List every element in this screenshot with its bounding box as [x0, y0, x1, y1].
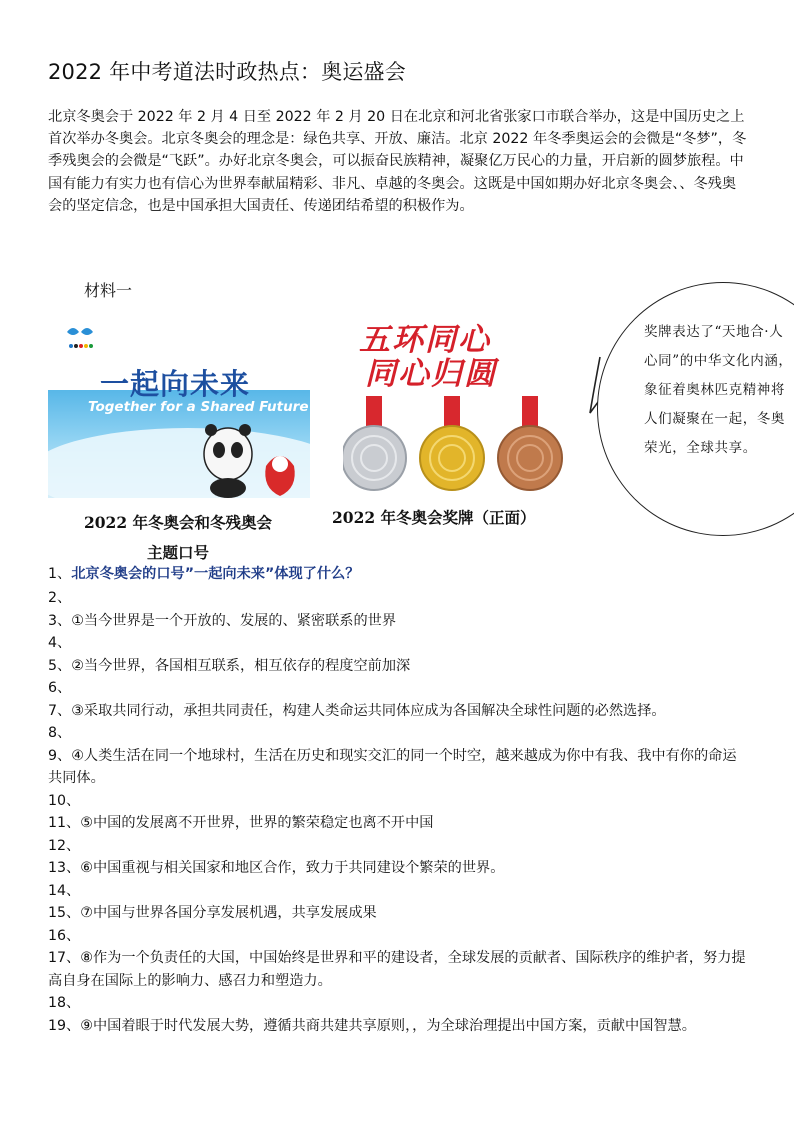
medal-slogan-line1: 五环同心 [359, 322, 491, 358]
list-item: 12、 [48, 837, 81, 854]
slogan-poster-image [48, 318, 310, 498]
list-item: 18、 [48, 995, 81, 1011]
medals-image [343, 308, 589, 498]
poster-caption [68, 508, 288, 568]
list-item: 5、②当今世界，各国相互联系，相互依存的程度空前加深 [48, 657, 411, 674]
list-item: 2、 [48, 590, 72, 606]
list-item: 6、 [48, 680, 72, 696]
list-item: 3、①当今世界是一个开放的、发展的、紧密联系的世界 [48, 612, 397, 629]
list-item: 9、④人类生活在同一个地球村，生活在历史和现实交汇的同一个时空，越来越成为你中有我、我中有你的命运共同体。 [48, 747, 737, 786]
answer-list [48, 587, 750, 1037]
list-item: 8、 [48, 725, 72, 741]
medals-caption: 2022 年冬奥会奖牌（正面） [332, 508, 536, 527]
medal-slogan-line2: 同心归圆 [365, 356, 497, 392]
question-text: 北京冬奥会的口号”一起向未来”体现了什么？ [71, 566, 360, 582]
list-item: 14、 [48, 882, 81, 899]
question-number: 1、 [48, 566, 72, 582]
speech-bubble-text: 奖牌表达了“天地合·人心同”的中华文化内涵，象征着奥林匹克精神将人们凝聚在一起，冬奥荣光，全球共享。 [644, 324, 793, 456]
poster-caption-line1: 2022 年冬奥会和冬残奥会 [83, 513, 273, 532]
slogan-chinese: 一起向未来 [100, 367, 251, 401]
poster-caption-line2: 主题口号 [146, 543, 209, 562]
intro-paragraph: 北京冬奥会于 2022 年 2 月 4 日至 2022 年 2 月 20 日在北京和河北省张家口市联合举办，这是中国历史之上首次举办冬奥会。北京冬奥会的理念是：绿色共享、开放、廉洁。北京 2022 年冬季奥运会的会微是“冬梦”，冬季残奥会的会微是“飞跃”。办好北京冬奥会，可以振奋民族精神，凝聚亿万民心的力量，开启新的圆梦旅程。中国有能力有实力也有信心为世界奉献届精彩、非凡、卓越的冬奥会。这既是中国如期办好北京冬奥会、、冬残奥会的坚定信念，也是中国承担大国责任、传递团结希望的积极作为。 [48, 109, 747, 214]
list-item: 10、 [48, 792, 81, 809]
medals-illustration [343, 396, 589, 496]
page-title: 2022 年中考道法时政热点：奥运盛会 [48, 60, 406, 84]
gold-medal-icon [420, 396, 484, 490]
mascot-icon [198, 416, 303, 498]
slogan-english: Together for a Shared Future [88, 399, 309, 415]
list-item: 13、⑥中国重视与相关国家和地区合作，致力于共同建设个繁荣的世界。 [48, 860, 505, 876]
list-item: 15、⑦中国与世界各国分享发展机遇，共享发展成果 [48, 905, 377, 921]
list-item: 7、③采取共同行动，承担共同责任，构建人类命运共同体应成为各国解决全球性问题的必然选择。 [48, 702, 666, 719]
list-item: 4、 [48, 635, 72, 651]
list-item: 11、⑤中国的发展离不开世界，世界的繁荣稳定也离不开中国 [48, 815, 434, 831]
list-item: 17、⑧作为一个负责任的大国，中国始终是世界和平的建设者，全球发展的贡献者、国际秩序的维护者，努力提高自身在国际上的影响力、感召力和塑造力。 [48, 950, 746, 989]
list-item: 16、 [48, 927, 81, 944]
silver-medal-icon [343, 396, 406, 490]
material-label: 材料一 [84, 281, 133, 300]
winter-olympics-emblem-icon [63, 320, 97, 354]
bronze-medal-icon [498, 396, 562, 490]
list-item: 19、⑨中国着眼于时代发展大势，遵循共商共建共享原则，，为全球治理提出中国方案，贡献中国智慧。 [48, 1017, 696, 1034]
question-1 [48, 563, 359, 583]
